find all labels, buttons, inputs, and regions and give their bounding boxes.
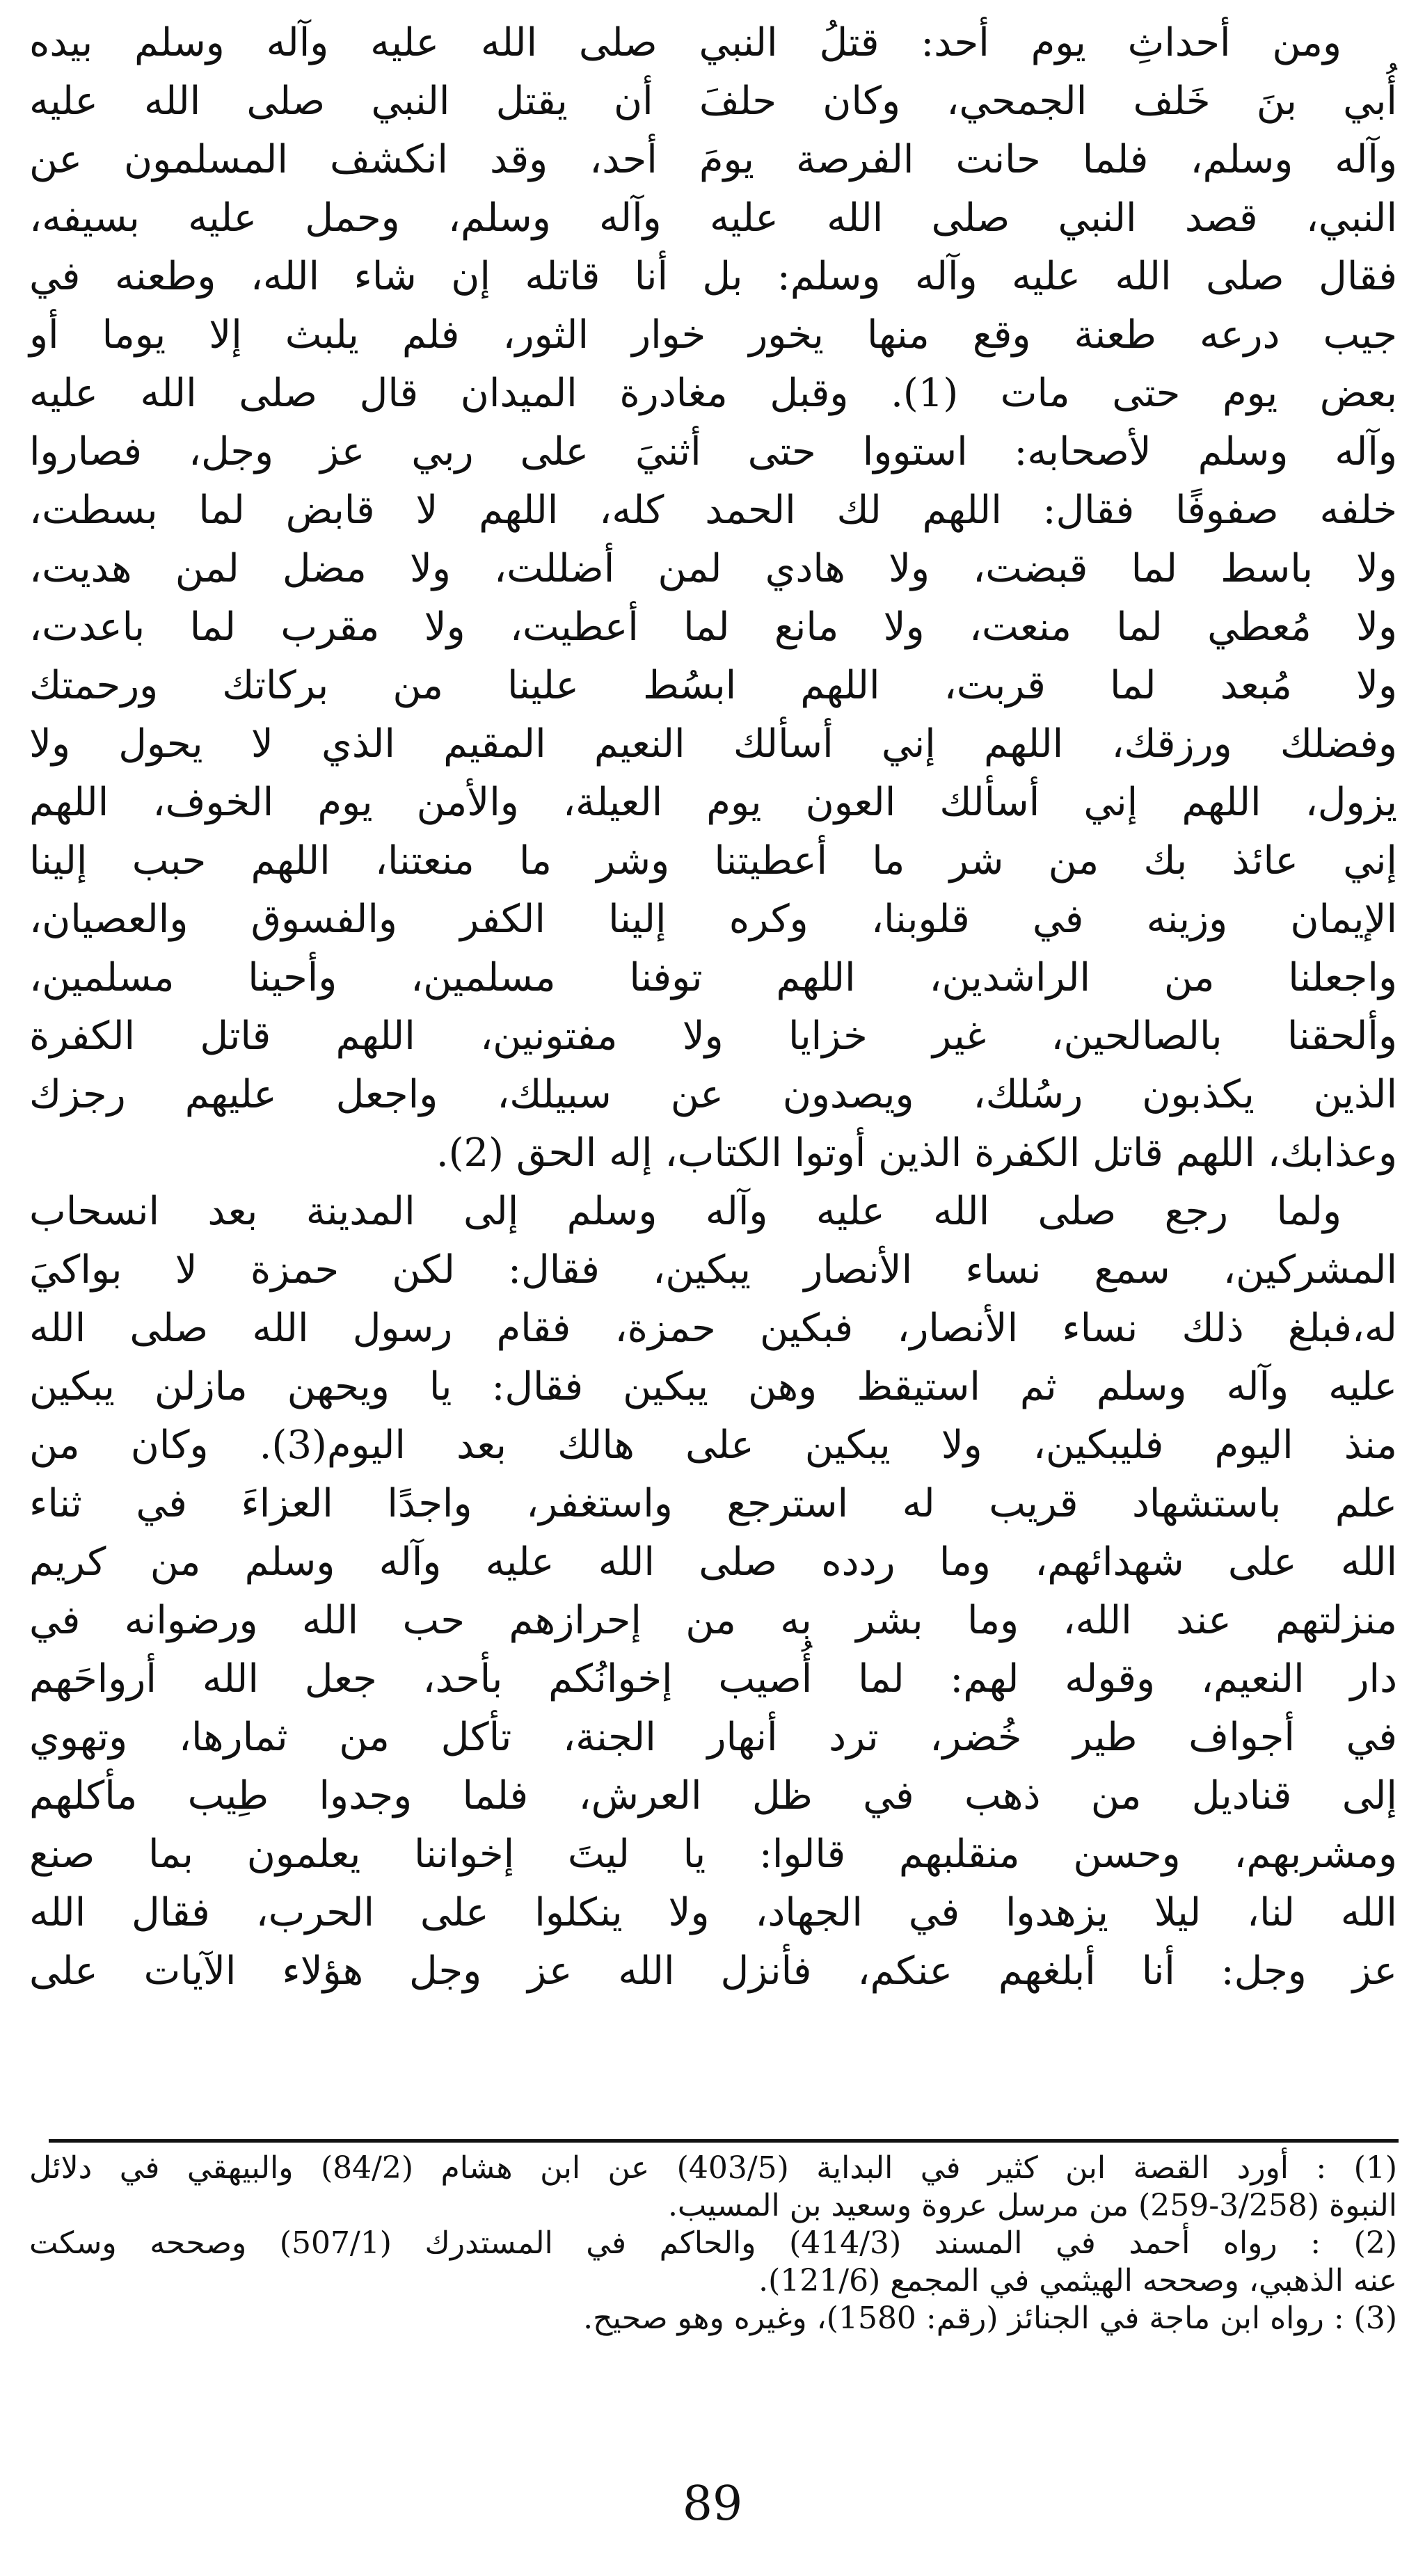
footnote-line: عنه الذهبي، وصححه الهيثمي في المجمع (121/6). (758, 2263, 1397, 2298)
main-text (29, 14, 1397, 2001)
text-line: بعض يوم حتى مات (1). وقبل مغادرة الميدان قال صلى الله عليه (29, 371, 1397, 416)
text-line: أُبي بنَ خَلف الجمحي، وكان حلفَ أن يقتل النبي صلى الله عليه (29, 79, 1397, 124)
text-line: وفضلك ورزقك، اللهم إني أسألك النعيم المقيم الذي لا يحول ولا (29, 721, 1397, 767)
text-line: خلفه صفوفًا فقال: اللهم لك الحمد كله، اللهم لا قابض لما بسطت، (29, 488, 1397, 533)
text-line: منذ اليوم فليبكين، ولا يبكين على هالك بعد اليوم(3). وكان من (29, 1423, 1398, 1468)
text-line: إني عائذ بك من شر ما أعطيتنا وشر ما منعتنا، اللهم حبب إلينا (29, 838, 1397, 883)
text-line: وآله وسلم لأصحابه: استووا حتى أثنيَ على ربي عز وجل، فصاروا (29, 429, 1397, 474)
text-line: ولما رجع صلى الله عليه وآله وسلم إلى المدينة بعد انسحاب (29, 1189, 1342, 1234)
footnotes (29, 2150, 1397, 2337)
text-line: المشركين، سمع نساء الأنصار يبكين، فقال: لكن حمزة لا بواكيَ (29, 1247, 1397, 1293)
footnote-line: (3) : رواه ابن ماجة في الجنائز (رقم: 1580)، وغيره وهو صحيح. (583, 2301, 1397, 2336)
text-line: ولا مُبعد لما قربت، اللهم ابسُط علينا من بركاتك ورحمتك (29, 663, 1398, 708)
text-line: دار النعيم، وقوله لهم: لما أُصيب إخوانُكم بأحد، جعل الله أرواحَهم (29, 1656, 1398, 1702)
text-line: ومن أحداثِ يوم أحد: قتلُ النبي صلى الله عليه وآله وسلم بيده (29, 20, 1342, 65)
text-line: واجعلنا من الراشدين، اللهم توفنا مسلمين، وأحينا مسلمين، (29, 955, 1397, 1000)
text-line: في أجواف طير خُضر، ترد أنهار الجنة، تأكل من ثمارها، وتهوي (29, 1715, 1398, 1760)
text-line: جيب درعه طعنة وقع منها يخور خوار الثور، فلم يلبث إلا يوما أو (29, 312, 1397, 358)
text-line: عليه وآله وسلم ثم استيقظ وهن يبكين فقال: يا ويحهن مازلن يبكين (29, 1364, 1397, 1409)
text-line: ومشربهم، وحسن منقلبهم قالوا: يا ليتَ إخواننا يعلمون بما صنع (29, 1832, 1397, 1877)
text-line: ولا باسط لما قبضت، ولا هادي لمن أضللت، ولا مضل لمن هديت، (29, 546, 1397, 591)
text-line: عز وجل: أنا أبلغهم عنكم، فأنزل الله عز وجل هؤلاء الآيات على (29, 1949, 1397, 1994)
text-line: له،فبلغ ذلك نساء الأنصار، فبكين حمزة، فقام رسول الله صلى الله (29, 1306, 1397, 1351)
text-line: فقال صلى الله عليه وآله وسلم: بل أنا قاتله إن شاء الله، وطعنه في (29, 254, 1397, 299)
page-number: 89 (682, 2477, 743, 2531)
text-line: وآله وسلم، فلما حانت الفرصة يومَ أحد، وقد انكشف المسلمون عن (29, 137, 1397, 182)
text-line: علم باستشهاد قريب له استرجع واستغفر، واجدًا العزاءَ في ثناء (29, 1481, 1397, 1526)
text-line: ولا مُعطي لما منعت، ولا مانع لما أعطيت، ولا مقرب لما باعدت، (29, 605, 1398, 650)
footnote-line: النبوة (3/258-259) من مرسل عروة وسعيد بن المسيب. (667, 2188, 1397, 2223)
footnote-divider (49, 2139, 1399, 2143)
text-line: الذين يكذبون رسُلك، ويصدون عن سبيلك، واجعل عليهم رجزك (29, 1072, 1397, 1117)
text-line: وعذابك، اللهم قاتل الكفرة الذين أوتوا الكتاب، إله الحق (2). (436, 1130, 1397, 1176)
text-line: النبي، قصد النبي صلى الله عليه وآله وسلم، وحمل عليه بسيفه، (29, 195, 1397, 241)
text-line: يزول، اللهم إني أسألك العون يوم العيلة، والأمن يوم الخوف، اللهم (29, 780, 1397, 825)
text-line: إلى قناديل من ذهب في ظل العرش، فلما وجدوا طِيب مأكلهم (29, 1773, 1397, 1818)
footnote-line: (1) : أورد القصة ابن كثير في البداية (403/5) عن ابن هشام (84/2) والبيهقي في دلائل (29, 2150, 1398, 2186)
text-line: الله على شهدائهم، وما ردده صلى الله عليه وآله وسلم من كريم (29, 1539, 1397, 1585)
text-line: الإيمان وزينه في قلوبنا، وكره إلينا الكفر والفسوق والعصيان، (29, 897, 1397, 942)
footnote-line: (2) : رواه أحمد في المسند (414/3) والحاكم في المستدرك (507/1) وصححه وسكت (29, 2225, 1397, 2261)
text-line: الله لنا، ليلا يزهدوا في الجهاد، ولا ينكلوا على الحرب، فقال الله (29, 1890, 1397, 1935)
text-line: منزلتهم عند الله، وما بشر به من إحرازهم حب الله ورضوانه في (29, 1598, 1397, 1643)
text-line: وألحقنا بالصالحين، غير خزايا ولا مفتونين، اللهم قاتل الكفرة (29, 1014, 1397, 1059)
